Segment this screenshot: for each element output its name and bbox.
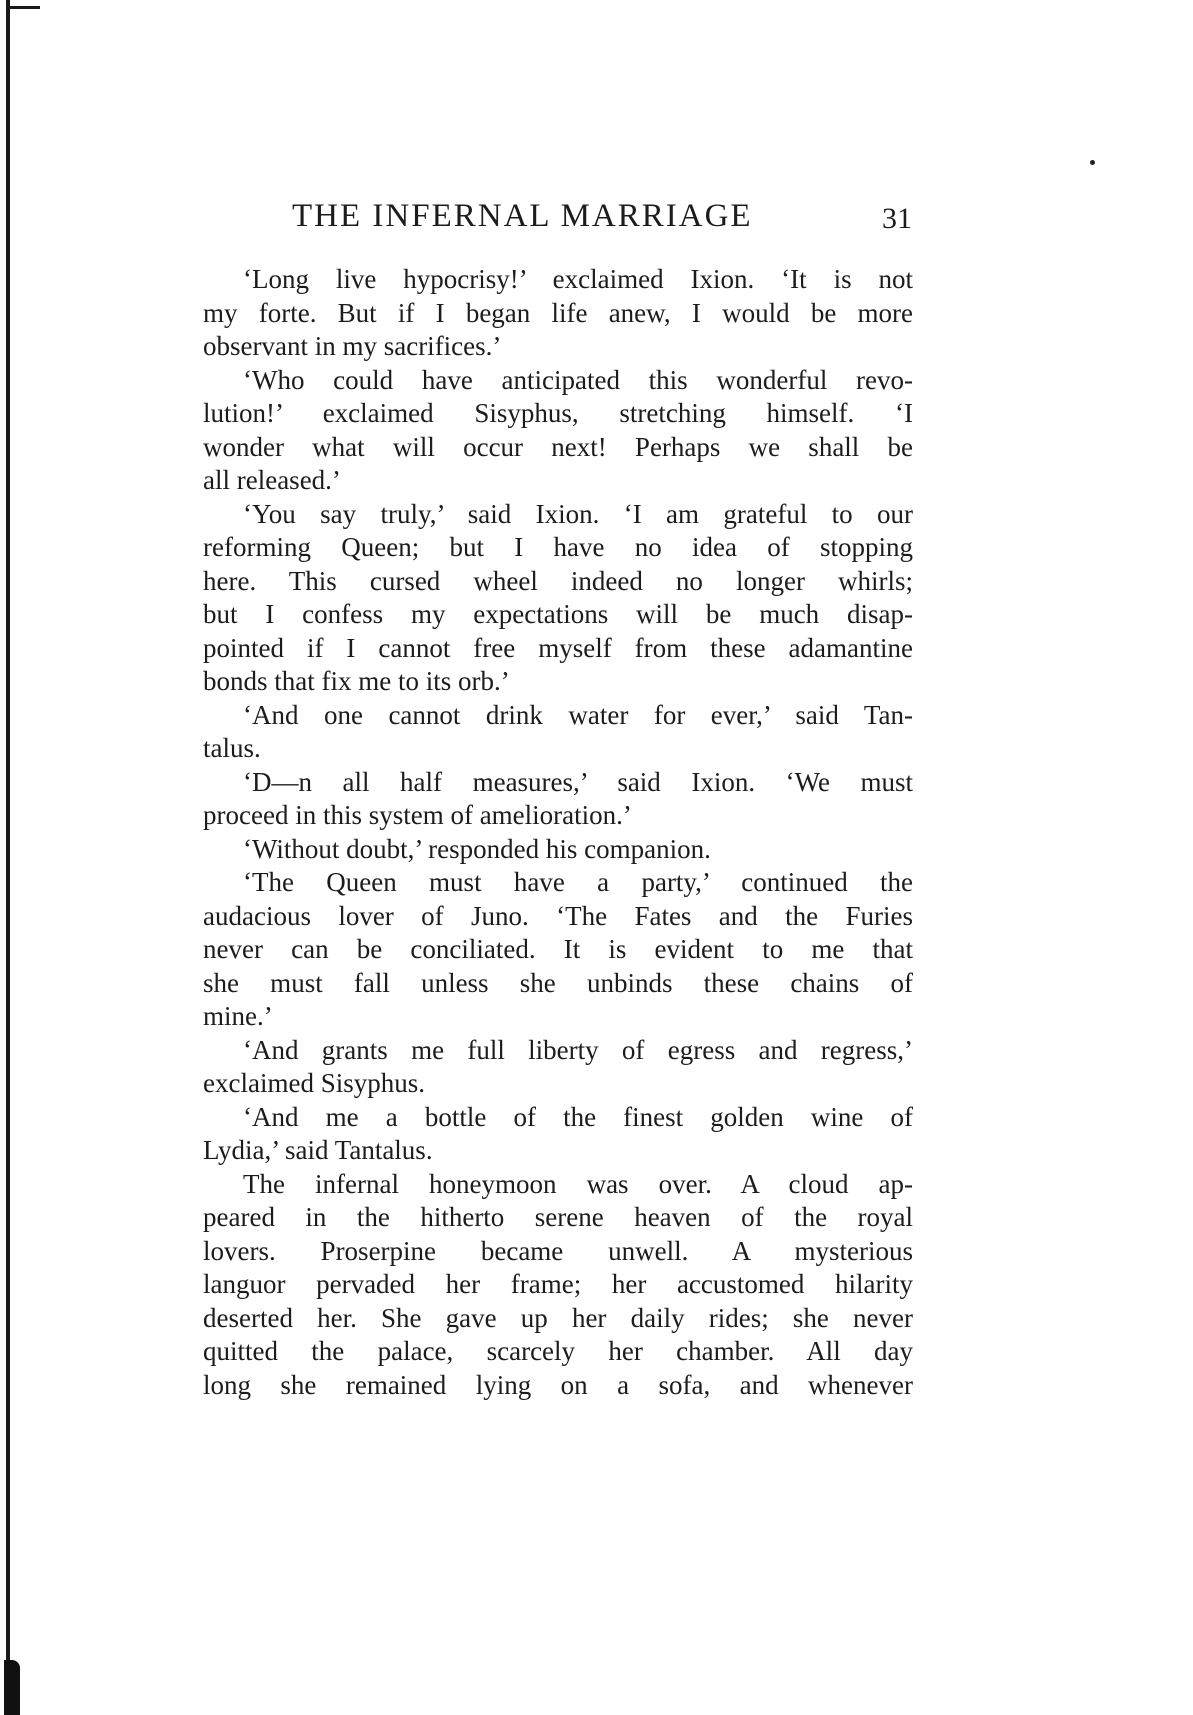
text-line: ‘Who could have anticipated this wonderful revo- bbox=[243, 364, 913, 395]
text-line: never can be conciliated. It is evident to me that bbox=[203, 934, 913, 964]
text-line: deserted her. She gave up her daily rides; she never bbox=[203, 1302, 913, 1333]
text-line: ‘Long live hypocrisy!’ exclaimed Ixion. ‘It is not bbox=[243, 264, 913, 294]
text-line: The infernal honeymoon was over. A cloud ap- bbox=[243, 1168, 913, 1199]
text-line: long she remained lying on a sofa, and whenever bbox=[203, 1369, 913, 1400]
binding-foot-mark bbox=[4, 1660, 20, 1715]
text-line: lovers. Proserpine became unwell. A mysterious bbox=[203, 1235, 913, 1266]
text-line: languor pervaded her frame; her accustomed hilarity bbox=[203, 1269, 913, 1299]
running-head bbox=[292, 198, 912, 244]
text-line: observant in my sacrifices.’ bbox=[203, 331, 502, 361]
page-number: 31 bbox=[882, 202, 912, 235]
text-line: wonder what will occur next! Perhaps we shall be bbox=[203, 431, 913, 462]
text-line: ‘And one cannot drink water for ever,’ said Tan- bbox=[243, 699, 913, 730]
text-line: talus. bbox=[203, 733, 261, 763]
text-line: here. This cursed wheel indeed no longer whirls; bbox=[203, 565, 913, 596]
text-line: but I confess my expectations will be much disap- bbox=[203, 599, 913, 629]
text-line: ‘And grants me full liberty of egress and regress,’ bbox=[243, 1034, 913, 1065]
ink-speck bbox=[1090, 160, 1095, 165]
text-line: pointed if I cannot free myself from these adamantine bbox=[203, 632, 913, 663]
text-line: ‘You say truly,’ said Ixion. ‘I am grateful to our bbox=[243, 498, 913, 529]
text-line: peared in the hitherto serene heaven of the royal bbox=[203, 1202, 913, 1232]
text-line: reforming Queen; but I have no idea of stopping bbox=[203, 532, 913, 562]
text-line: she must fall unless she unbinds these chains of bbox=[203, 967, 913, 998]
text-line: audacious lover of Juno. ‘The Fates and the Furies bbox=[203, 900, 913, 931]
text-line: proceed in this system of amelioration.’ bbox=[203, 800, 632, 830]
body-text bbox=[203, 263, 913, 1402]
text-line: mine.’ bbox=[203, 1001, 273, 1031]
text-line: exclaimed Sisyphus. bbox=[203, 1068, 425, 1098]
text-line: my forte. But if I began life anew, I would be more bbox=[203, 297, 913, 328]
text-line: all released.’ bbox=[203, 465, 341, 495]
text-line: Lydia,’ said Tantalus. bbox=[203, 1135, 433, 1165]
text-line: ‘Without doubt,’ responded his companion. bbox=[243, 833, 711, 864]
binding-corner bbox=[6, 6, 40, 9]
text-line: lution!’ exclaimed Sisyphus, stretching himself. ‘I bbox=[203, 398, 913, 428]
text-line: ‘And me a bottle of the finest golden wine of bbox=[243, 1101, 913, 1132]
text-line: ‘The Queen must have a party,’ continued the bbox=[243, 867, 913, 897]
text-line: ‘D—n all half measures,’ said Ixion. ‘We must bbox=[243, 766, 913, 797]
running-title: THE INFERNAL MARRIAGE bbox=[292, 198, 753, 234]
text-line: quitted the palace, scarcely her chamber. All day bbox=[203, 1336, 913, 1366]
binding-edge bbox=[6, 0, 10, 1715]
text-line: bonds that fix me to its orb.’ bbox=[203, 666, 510, 696]
